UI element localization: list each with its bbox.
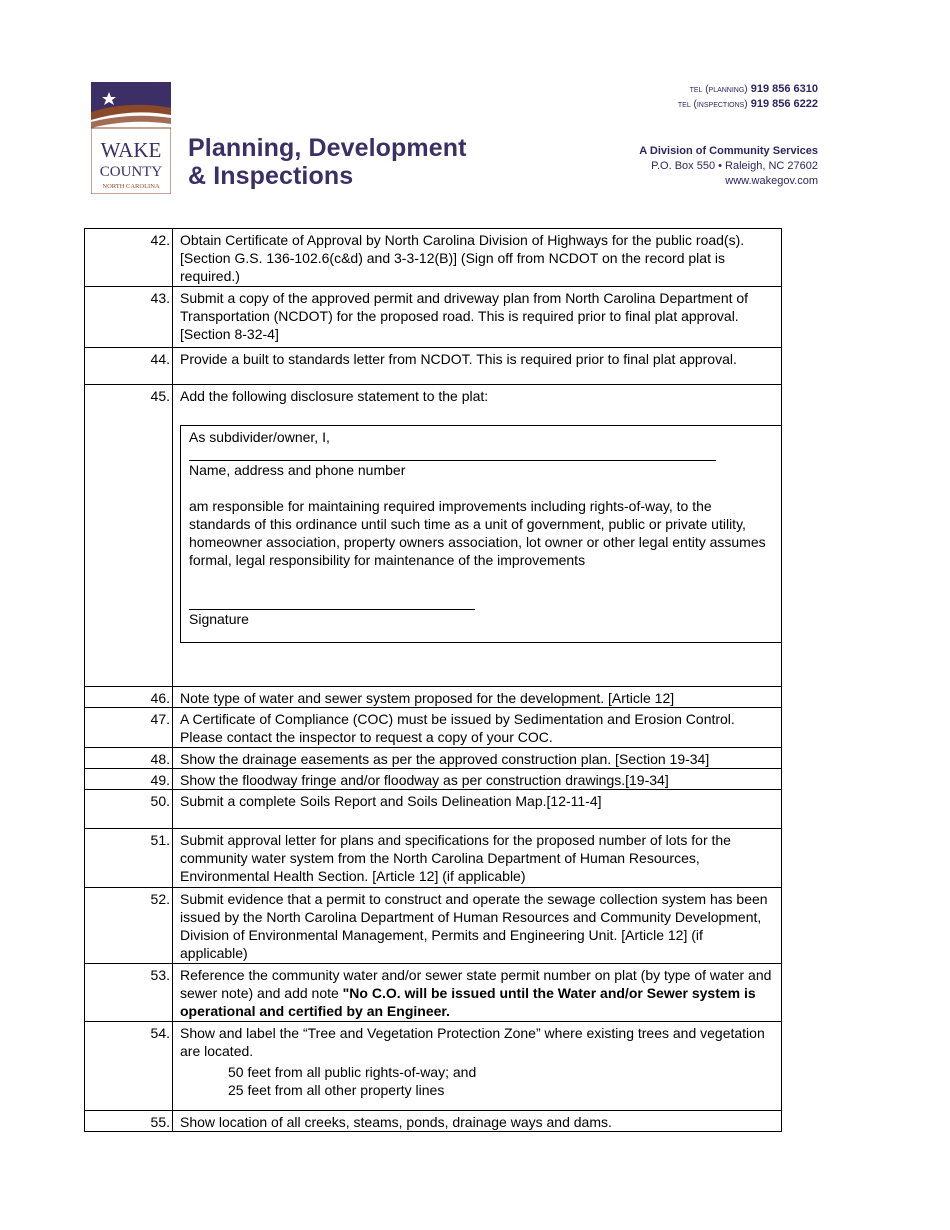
contact-address: [639, 144, 818, 189]
item-text: Submit a copy of the approved permit and driveway plan from North Carolina Department of Transportation (NCDOT) for the proposed road. This is required prior to final plat approval. [Section 8-32-4]: [173, 287, 782, 348]
item-number: 48.: [85, 748, 173, 769]
table-row: [85, 964, 782, 1022]
phone-planning-number: 919 856 6310: [750, 83, 818, 95]
item-number: 55.: [85, 1111, 173, 1132]
item-text: Submit evidence that a permit to construct and operate the sewage collection system has been issued by the North Carolina Department of Human Resources and Community Development, Division of Environmental Management, Permits and Engineering Unit. [Article 12] (if applicable): [173, 888, 782, 964]
table-row: [85, 708, 782, 748]
table-row: [85, 748, 782, 769]
wake-county-logo: [91, 82, 171, 194]
item-number: 43.: [85, 287, 173, 348]
item-cell: [173, 1022, 782, 1111]
disclosure-statement-box: [180, 425, 781, 643]
table-row: [85, 829, 782, 888]
disclosure-signature-label: Signature: [189, 611, 249, 627]
table-row: [85, 229, 782, 287]
phone-inspections-label: tel (inspections): [677, 99, 748, 110]
item-number: 53.: [85, 964, 173, 1022]
table-row: [85, 1111, 782, 1132]
checklist-table: [84, 228, 782, 1132]
table-row: [85, 348, 782, 385]
phone-planning-label: tel (planning): [689, 84, 748, 95]
mailing-address: P.O. Box 550 • Raleigh, NC 27602: [651, 160, 818, 172]
item-subtext: 25 feet from all other property lines: [228, 1082, 445, 1098]
disclosure-wrap: [180, 425, 781, 643]
phone-planning: [678, 82, 818, 97]
contact-phones: [678, 82, 818, 112]
item-number: 47.: [85, 708, 173, 748]
title-line-2: & Inspections: [188, 162, 354, 190]
item-number: 45.: [85, 385, 173, 687]
disclosure-owner-line: As subdivider/owner, I,: [189, 429, 330, 445]
item-text: Show the floodway fringe and/or floodway as per construction drawings.[19-34]: [173, 769, 782, 790]
item-text: Show and label the “Tree and Vegetation Protection Zone” where existing trees and vegetation are located.: [180, 1025, 765, 1059]
item-number: 50.: [85, 790, 173, 829]
table-row: [85, 790, 782, 829]
phone-inspections: [678, 97, 818, 112]
item-subtext: 50 feet from all public rights-of-way; and: [228, 1064, 477, 1080]
item-text: A Certificate of Compliance (COC) must be issued by Sedimentation and Erosion Control. Please contact the inspector to request a copy of your COC.: [173, 708, 782, 748]
item-text: Submit a complete Soils Report and Soils Delineation Map.[12-11-4]: [173, 790, 782, 829]
division-name: A Division of Community Services: [639, 145, 818, 157]
item-cell: [173, 385, 782, 687]
table-row: [85, 888, 782, 964]
table-row: [85, 385, 782, 687]
item-text: Submit approval letter for plans and specifications for the proposed number of lots for the community water system from the North Carolina Department of Human Resources, Environmental Health Section. [Article 12] (if applicable): [173, 829, 782, 888]
title-line-1: Planning, Development: [188, 134, 467, 162]
item-bold-note: "No C.O. will be issued until the Water and/or Sewer system is operational and certified by an Engineer.: [180, 985, 756, 1019]
item-number: 46.: [85, 687, 173, 708]
letterhead: [91, 82, 818, 194]
item-number: 54.: [85, 1022, 173, 1111]
table-row: [85, 769, 782, 790]
item-text: Obtain Certificate of Approval by North Carolina Division of Highways for the public road(s). [Section G.S. 136-102.6(c&d) and 3-3-12(B)] (Sign off from NCDOT on the record plat is required.): [173, 229, 782, 287]
item-text: Add the following disclosure statement to the plat:: [180, 388, 489, 404]
disclosure-name-label: Name, address and phone number: [189, 462, 406, 478]
logo-wake-text: WAKE: [100, 138, 162, 162]
website-link[interactable]: www.wakegov.com: [725, 175, 818, 187]
item-text: Provide a built to standards letter from NCDOT. This is required prior to final plat approval.: [173, 348, 782, 385]
item-text: Reference the community water and/or sewer state permit number on plat (by type of water and sewer note) and add note: [180, 967, 772, 1001]
name-blank-line: [189, 446, 716, 461]
item-text: Show location of all creeks, steams, ponds, drainage ways and dams.: [173, 1111, 782, 1132]
item-text: Show the drainage easements as per the approved construction plan. [Section 19-34]: [173, 748, 782, 769]
item-number: 42.: [85, 229, 173, 287]
table-row: [85, 1022, 782, 1111]
item-number: 51.: [85, 829, 173, 888]
department-title: [188, 134, 467, 190]
phone-inspections-number: 919 856 6222: [750, 98, 818, 110]
item-text: Note type of water and sewer system proposed for the development. [Article 12]: [173, 687, 782, 708]
table-row: [85, 287, 782, 348]
item-number: 44.: [85, 348, 173, 385]
disclosure-body: am responsible for maintaining required improvements including rights-of-way, to the standards of this ordinance until such time as a unit of government, public or private utility, homeowner association, property owners association, lot owner or other legal entity assumes formal, legal responsibility for maintenance of the improvements: [189, 498, 766, 568]
signature-blank-line: [189, 585, 475, 610]
logo-county-text: COUNTY: [99, 164, 163, 180]
table-row: [85, 687, 782, 708]
item-number: 52.: [85, 888, 173, 964]
item-number: 49.: [85, 769, 173, 790]
item-cell: [173, 964, 782, 1022]
logo-state-text: NORTH CAROLINA: [102, 183, 160, 190]
